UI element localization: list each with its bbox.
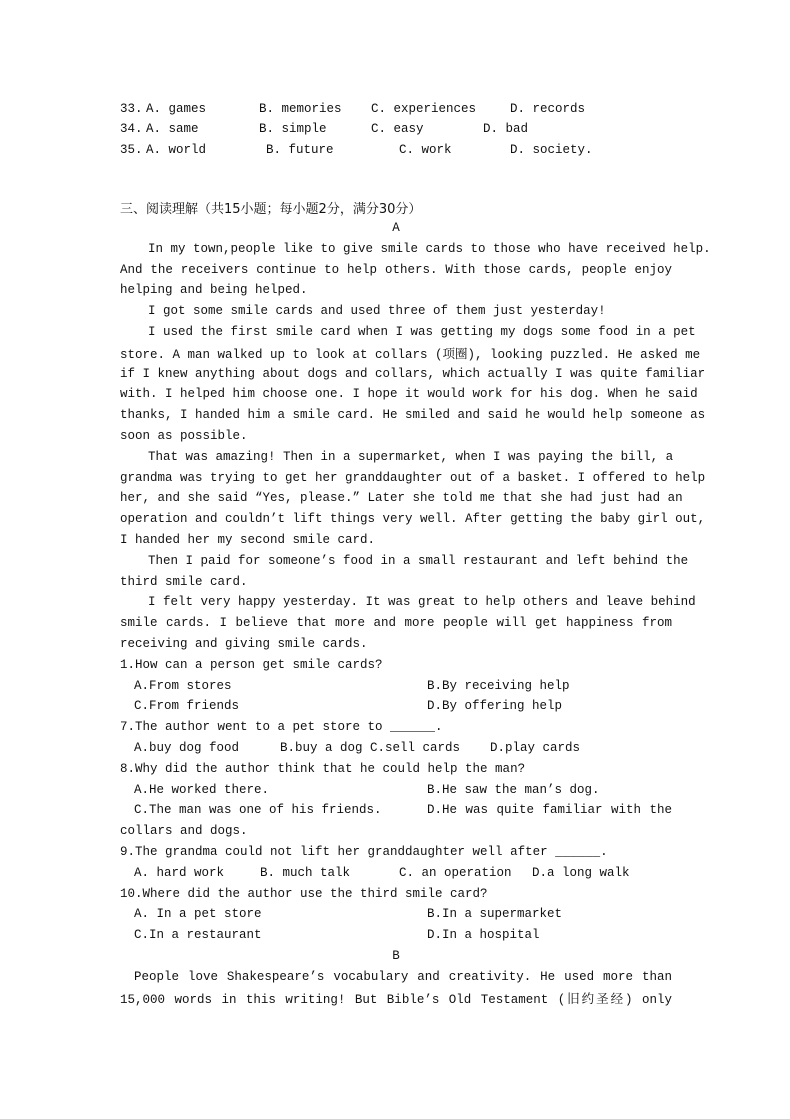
option-d: D. society.: [510, 143, 593, 157]
option-a: A. same: [146, 122, 199, 136]
option-c: C.The man was one of his friends.: [134, 803, 382, 817]
option-d: D.In a hospital: [427, 928, 540, 942]
option-b: B.He saw the man’s dog.: [427, 783, 600, 797]
passage-a-line: I used the first smile card when I was getting my dogs some food in a pet: [148, 325, 696, 339]
option-c: C. work: [399, 143, 452, 157]
passage-a-line: Then I paid for someone’s food in a small restaurant and left behind the: [148, 554, 689, 568]
passage-a-line: That was amazing! Then in a supermarket, when I was paying the bill, a: [148, 450, 674, 464]
option-d: D. records: [510, 102, 586, 116]
option-b: B. future: [266, 143, 334, 157]
option-a: A. hard work: [134, 866, 225, 880]
option-b: B.In a supermarket: [427, 907, 563, 921]
passage-a-line: if I knew anything about dogs and collars, which actually I was quite familiar: [120, 367, 706, 381]
option-c: C.sell cards: [370, 741, 461, 755]
question-number: 34.: [120, 122, 143, 136]
passage-a-line: her, and she said “Yes, please.” Later she told me that she had just had an: [120, 491, 683, 505]
section-heading: 三、阅读理解（共15小题；每小题2分，满分30分）: [120, 202, 422, 217]
question-stem: 9.The grandma could not lift her granddaughter well after ______.: [120, 845, 608, 859]
option-c: C. experiences: [371, 102, 477, 116]
option-a: A.buy dog food: [134, 741, 240, 755]
passage-a-line: third smile card.: [120, 575, 248, 589]
option-d: D.a long walk: [532, 866, 630, 880]
question-stem: 1.How can a person get smile cards?: [120, 658, 383, 672]
option-c: C. an operation: [399, 866, 512, 880]
option-a: A. world: [146, 143, 207, 157]
option-c: C.From friends: [134, 699, 240, 713]
passage-a-line: soon as possible.: [120, 429, 248, 443]
passage-a-line: And the receivers continue to help others. With those cards, people enjoy: [120, 263, 672, 277]
passage-a-line: I handed her my second smile card.: [120, 533, 376, 547]
passage-a-line: store. A man walked up to look at collars (项圈), looking puzzled. He asked me: [120, 348, 701, 362]
passage-a-line: helping and being helped.: [120, 283, 308, 297]
passage-a-line: operation and couldn’t lift things very well. After getting the baby girl out,: [120, 512, 706, 526]
option-b: B. memories: [259, 102, 342, 116]
option-b: B.buy a dog: [280, 741, 363, 755]
option-a: A.He worked there.: [134, 783, 270, 797]
passage-a-line: thanks, I handed him a smile card. He smiled and said he would help someone as: [120, 408, 706, 422]
question-stem: 8.Why did the author think that he could help the man?: [120, 762, 526, 776]
passage-letter-a: A: [392, 221, 400, 235]
option-d: D. bad: [483, 122, 529, 136]
option-a: A.From stores: [134, 679, 232, 693]
passage-a-line: I felt very happy yesterday. It was great to help others and leave behind: [148, 595, 696, 609]
option-b: B. much talk: [260, 866, 351, 880]
passage-a-line: grandma was trying to get her granddaughter out of a basket. I offered to help: [120, 471, 706, 485]
passage-letter-b: B: [392, 949, 400, 963]
question-stem: 7.The author went to a pet store to ______.: [120, 720, 443, 734]
passage-a-line: I got some smile cards and used three of them just yesterday!: [148, 304, 606, 318]
question-number: 35.: [120, 143, 143, 157]
option-d: D.By offering help: [427, 699, 563, 713]
option-b: B. simple: [259, 122, 327, 136]
option-d: D.play cards: [490, 741, 581, 755]
passage-b-line: People love Shakespeare’s vocabulary and creativity. He used more than: [134, 970, 672, 984]
question-stem: 10.Where did the author use the third smile card?: [120, 887, 488, 901]
passage-a-line: receiving and giving smile cards.: [120, 637, 368, 651]
option-d: D.He was quite familiar with the: [427, 803, 672, 817]
passage-a-line: In my town,people like to give smile cards to those who have received help.: [148, 242, 711, 256]
option-a: A. games: [146, 102, 207, 116]
passage-b-line: 15,000 words in this writing! But Bible’s Old Testament (旧约圣经) only: [120, 993, 672, 1007]
option-c: C.In a restaurant: [134, 928, 262, 942]
option-a: A. In a pet store: [134, 907, 262, 921]
question-number: 33.: [120, 102, 143, 116]
option-c: C. easy: [371, 122, 424, 136]
passage-a-line: smile cards. I believe that more and more people will get happiness from: [120, 616, 672, 630]
option-d-continued: collars and dogs.: [120, 824, 248, 838]
option-b: B.By receiving help: [427, 679, 570, 693]
passage-a-line: with. I helped him choose one. I hope it would work for his dog. When he said: [120, 387, 698, 401]
